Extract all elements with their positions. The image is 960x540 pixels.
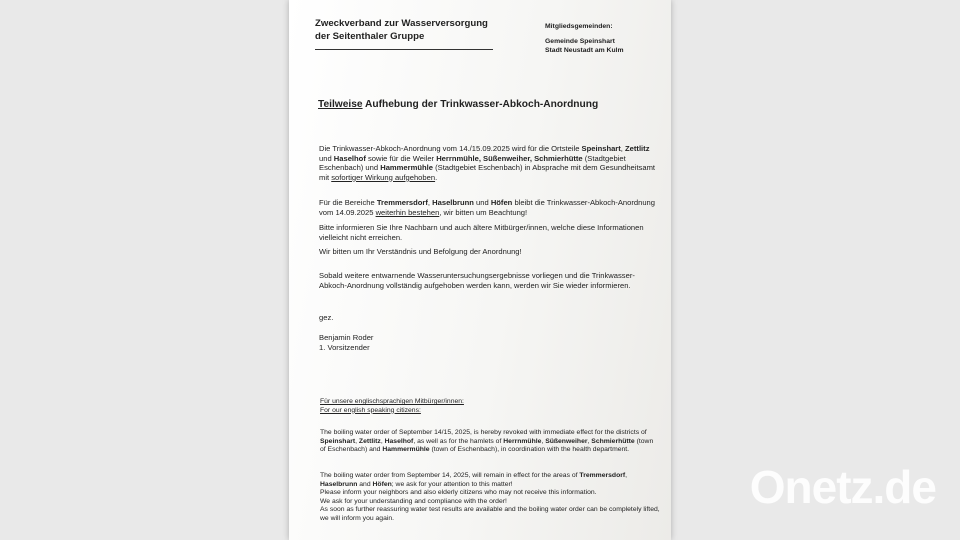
text: and bbox=[357, 480, 373, 488]
member-neustadt: Stadt Neustadt am Kulm bbox=[545, 47, 624, 55]
paragraph-remaining-areas bbox=[319, 198, 659, 217]
text: The boiling water order of September 14/15, 2025, is hereby revoked with immediate effect for the districts of bbox=[320, 429, 647, 436]
title-rest: Aufhebung der Trinkwasser-Abkoch-Anordnung bbox=[362, 99, 599, 110]
text: Die Trinkwasser-Abkoch-Anordnung vom 14./15.09.2025 wird für die Ortsteile bbox=[319, 144, 582, 153]
text: (town of Eschenbach), in coordination with the health department. bbox=[429, 446, 630, 454]
text: (Stadtgebiet Eschenbach) in Absprache mit dem Gesundheitsamt mit bbox=[319, 163, 656, 182]
place-haselbrunn: Haselbrunn bbox=[320, 480, 358, 488]
signature-block bbox=[319, 333, 659, 352]
english-paragraph-revocation bbox=[320, 429, 660, 455]
place-hoefen: Höfen bbox=[490, 198, 513, 207]
text: sowie für die Weiler bbox=[365, 153, 437, 163]
watermark-tld: .de bbox=[872, 461, 936, 513]
place-schmierhuette: Schmierhütte bbox=[591, 437, 635, 445]
text: und bbox=[319, 153, 334, 163]
english-paragraph-remaining bbox=[320, 472, 660, 524]
onetz-watermark-logo bbox=[750, 460, 936, 514]
text: , as well as for the hamlets of bbox=[413, 437, 504, 445]
paragraph-revocation bbox=[319, 144, 659, 182]
text: bleibt die Trinkwasser-Abkoch-Anordnung vom 14.09.2025 bbox=[319, 198, 655, 217]
place-speinshart: Speinshart bbox=[320, 437, 356, 445]
text: , bbox=[587, 437, 592, 445]
place-tremmersdorf: Tremmersdorf bbox=[376, 198, 428, 207]
place-haselhof: Haselhof bbox=[384, 437, 414, 445]
paragraph-inform-neighbors: Bitte informieren Sie Ihre Nachbarn und auch ältere Mitbürger/innen, welche diese Informationen vielleicht nicht erreichen. bbox=[319, 223, 644, 242]
hamlets-list: Herrnmühle, Süßenweiher, Schmierhütte bbox=[436, 153, 583, 163]
english-understanding: We ask for your understanding and compliance with the order! bbox=[320, 497, 507, 505]
organization-name bbox=[315, 18, 488, 44]
english-heading-en: For our english speaking citizens: bbox=[320, 406, 421, 414]
place-hoefen: Höfen bbox=[372, 480, 392, 488]
place-zettlitz: Zettlitz bbox=[625, 144, 650, 153]
text: ; we ask for your attention to this matter! bbox=[391, 480, 513, 488]
text: , bbox=[427, 198, 433, 207]
member-municipalities bbox=[545, 22, 624, 56]
text: (town of Eschenbach) and bbox=[320, 437, 654, 454]
effect-underlined: sofortiger Wirkung aufgehoben bbox=[331, 172, 436, 182]
paragraph-further-info: Sobald weitere entwarnende Wasseruntersuchungsergebnisse vorliegen und die Trinkwasser-Abkoch-Anordnung vollständig aufgehoben werden kann, werden wir Sie wieder informieren. bbox=[319, 271, 635, 290]
signatory-role: 1. Vorsitzender bbox=[319, 342, 370, 352]
remain-underlined: weiterhin bestehen bbox=[375, 207, 440, 217]
place-hammermuehle: Hammermühle bbox=[382, 446, 430, 454]
paragraph-understanding: Wir bitten um Ihr Verständnis und Befolgung der Anordnung! bbox=[319, 247, 522, 256]
english-inform-neighbors: Please inform your neighbors and also elderly citizens who may not receive this information. bbox=[320, 489, 597, 497]
text: und bbox=[473, 198, 491, 207]
english-heading bbox=[320, 398, 660, 415]
members-label: Mitgliedsgemeinden: bbox=[545, 23, 613, 30]
member-speinshart: Gemeinde Speinshart bbox=[545, 38, 615, 46]
text: , bbox=[380, 437, 385, 445]
english-heading-de: Für unsere englischsprachigen Mitbürger/innen: bbox=[320, 398, 464, 405]
text: , bbox=[620, 144, 626, 153]
place-tremmersdorf: Tremmersdorf bbox=[579, 472, 626, 479]
text: The boiling water order from September 14, 2025, will remain in effect for the areas of bbox=[320, 472, 580, 479]
text: , bbox=[541, 437, 546, 445]
text: , bbox=[355, 437, 359, 445]
place-haselhof: Haselhof bbox=[333, 153, 366, 163]
organization-name-line2: der Seitenthaler Gruppe bbox=[315, 30, 425, 42]
place-zettlitz: Zettlitz bbox=[358, 437, 381, 445]
title-underlined-word: Teilweise bbox=[318, 99, 363, 110]
english-further-info: As soon as further reassuring water test results are available and the boiling water order can be completely lifted, we will inform you again. bbox=[320, 506, 660, 522]
document-page bbox=[289, 0, 671, 540]
text: (Stadtgebiet Eschenbach) und bbox=[319, 153, 626, 173]
text: , wir bitten um Beachtung! bbox=[439, 207, 528, 217]
place-speinshart: Speinshart bbox=[581, 144, 621, 153]
signatory-name: Benjamin Roder bbox=[319, 333, 374, 342]
letterhead-rule bbox=[315, 49, 493, 50]
place-haselbrunn: Haselbrunn bbox=[432, 198, 474, 207]
document-title bbox=[318, 99, 598, 110]
text: . bbox=[435, 172, 438, 182]
text: Für die Bereiche bbox=[319, 198, 377, 207]
signature-gez: gez. bbox=[319, 313, 334, 322]
organization-name-line1: Zweckverband zur Wasserversorgung bbox=[315, 18, 488, 29]
place-herrnmuehle: Herrnmühle bbox=[503, 437, 542, 445]
place-hammermuehle: Hammermühle bbox=[380, 163, 433, 173]
watermark-name: Onetz bbox=[749, 461, 873, 513]
text: , bbox=[625, 472, 628, 479]
place-suessenweiher: Süßenweiher bbox=[545, 437, 588, 445]
